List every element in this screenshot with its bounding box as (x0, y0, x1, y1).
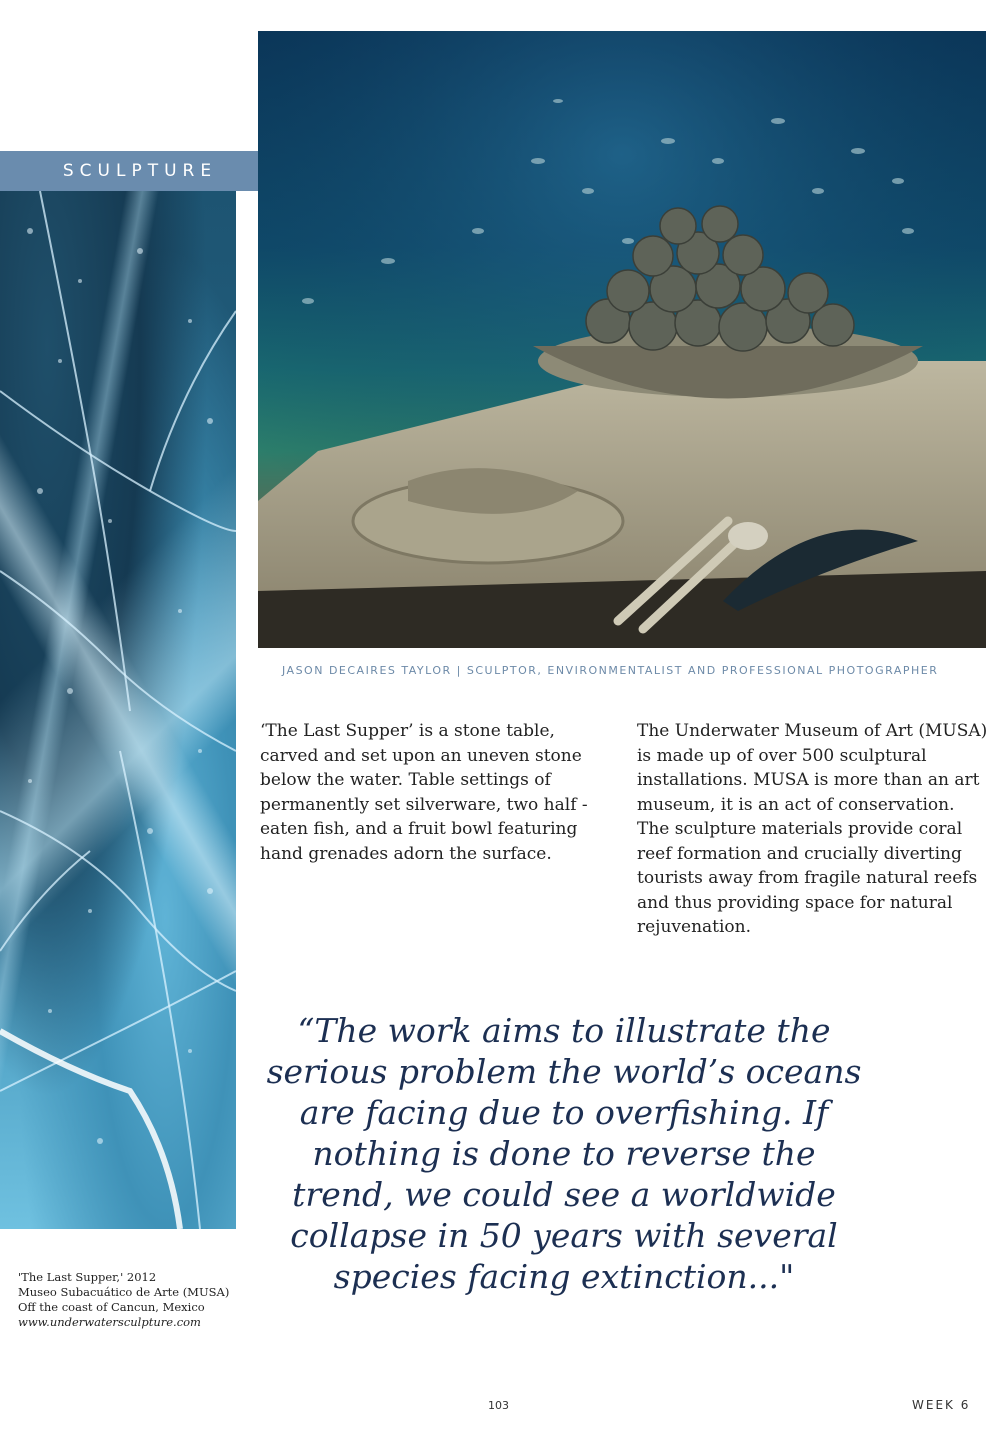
caption-title: 'The Last Supper,' 2012 (18, 1270, 157, 1284)
section-tag: SCULPTURE (0, 151, 270, 191)
pull-quote: “The work aims to illustrate the serious problem the world’s oceans are facing due to overfishing. If nothing is done to reverse the trend, we could see a worldwide collapse in 50 years with several species facing extinction..." (266, 1011, 862, 1296)
last-supper-photo (258, 31, 986, 648)
week-label: WEEK 6 (912, 1398, 971, 1412)
body-text-left: ‘The Last Supper’ is a stone table, carved and set upon an uneven stone below the water. Table settings of permanently set silverware, two half -eaten fish, and a fruit bowl featuring hand grenades adorn the surface. (260, 721, 588, 864)
caption-museum: Museo Subacuático de Arte (MUSA) (18, 1285, 230, 1299)
caption-location: Off the coast of Cancun, Mexico (18, 1300, 205, 1314)
caption-url-link[interactable]: www.underwatersculpture.com (18, 1315, 201, 1329)
ice-cracks-graphic (0, 191, 236, 1229)
image-caption (18, 1270, 258, 1330)
page-number: 103 (488, 1399, 509, 1412)
underwater-scene-graphic (258, 31, 986, 648)
ice-texture-image (0, 191, 236, 1229)
photo-credit: JASON DECAIRES TAYLOR | SCULPTOR, ENVIRONMENTALIST AND PROFESSIONAL PHOTOGRAPHER (282, 664, 939, 677)
body-text-right: The Underwater Museum of Art (MUSA) is made up of over 500 sculptural installations. MUSA is more than an art museum, it is an act of conservation. The sculpture materials provide coral reef formation and crucially diverting tourists away from fragile natural reefs and thus providing space for natural rejuvenation. (637, 721, 988, 937)
